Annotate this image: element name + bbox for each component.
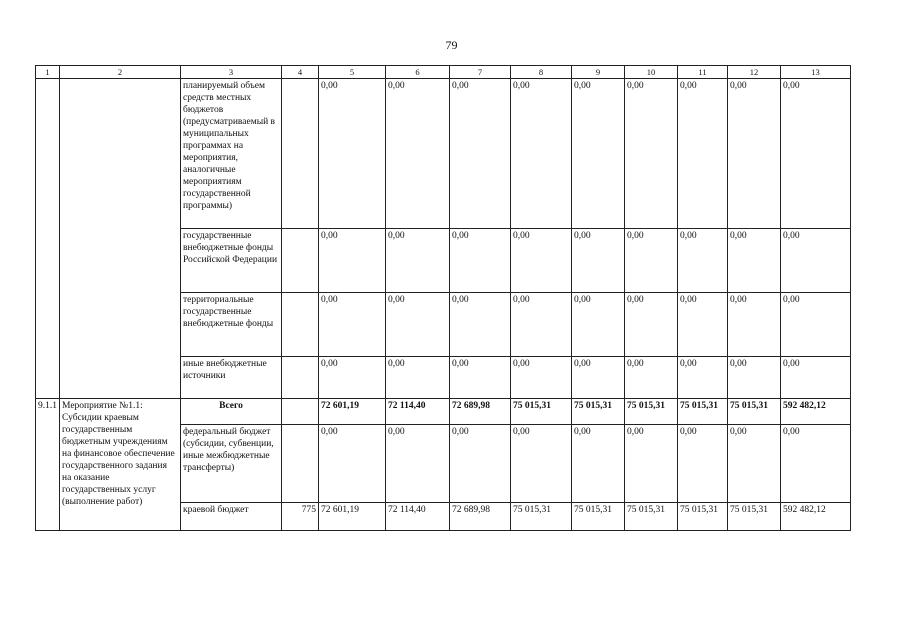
code-cell: [282, 399, 319, 425]
code-cell: [282, 229, 319, 293]
value-cell: 75 015,31: [678, 399, 728, 425]
value-cell: 0,00: [511, 293, 572, 357]
value-cell: 0,00: [386, 79, 450, 229]
value-cell: 0,00: [319, 293, 386, 357]
table-row-total: [36, 399, 851, 425]
value-cell: 0,00: [511, 425, 572, 503]
value-cell: 75 015,31: [511, 503, 572, 531]
budget-table-sheet: [35, 65, 851, 531]
value-cell: 0,00: [678, 293, 728, 357]
value-cell: 0,00: [319, 229, 386, 293]
column-number: 6: [386, 66, 450, 79]
value-cell: 0,00: [386, 229, 450, 293]
value-cell: 0,00: [450, 293, 511, 357]
value-cell: 0,00: [728, 229, 781, 293]
code-cell: [282, 425, 319, 503]
measure-number-cell: 9.1.1: [36, 399, 60, 531]
table-row: [36, 79, 851, 229]
value-cell: 0,00: [386, 357, 450, 399]
value-cell: 0,00: [572, 357, 625, 399]
value-cell: 0,00: [319, 79, 386, 229]
value-cell: 0,00: [386, 425, 450, 503]
value-cell: 75 015,31: [678, 503, 728, 531]
value-cell: 0,00: [572, 425, 625, 503]
value-cell: 0,00: [678, 229, 728, 293]
empty-name-cell: [60, 79, 181, 399]
column-number: 13: [781, 66, 851, 79]
value-cell: 0,00: [728, 79, 781, 229]
funding-source-cell: федеральный бюджет (субсидии, субвенции, иные межбюджетные трансферты): [181, 425, 282, 503]
value-cell: 72 689,98: [450, 399, 511, 425]
value-cell: 0,00: [781, 229, 851, 293]
value-cell: 75 015,31: [572, 503, 625, 531]
value-cell: 0,00: [572, 229, 625, 293]
value-cell: 72 114,40: [386, 503, 450, 531]
column-number: 7: [450, 66, 511, 79]
column-number: 11: [678, 66, 728, 79]
value-cell: 0,00: [728, 425, 781, 503]
value-cell: 0,00: [450, 229, 511, 293]
column-number: 10: [625, 66, 678, 79]
code-cell: 775: [282, 503, 319, 531]
column-number: 8: [511, 66, 572, 79]
value-cell: 0,00: [625, 229, 678, 293]
value-cell: 0,00: [625, 293, 678, 357]
value-cell: 0,00: [781, 79, 851, 229]
value-cell: 0,00: [625, 79, 678, 229]
code-cell: [282, 357, 319, 399]
value-cell: 0,00: [511, 229, 572, 293]
value-cell: 72 689,98: [450, 503, 511, 531]
measure-name-cell: Мероприятие №1.1: Субсидии краевым государственным бюджетным учреждениям на финансовое обеспечение государственного задания на оказание государственных услуг (выполнение работ): [60, 399, 181, 531]
page-number: 79: [445, 38, 458, 52]
value-cell: 72 114,40: [386, 399, 450, 425]
value-cell: 0,00: [625, 425, 678, 503]
value-cell: 0,00: [678, 425, 728, 503]
column-number: 3: [181, 66, 282, 79]
value-cell: 75 015,31: [728, 399, 781, 425]
value-cell: 0,00: [572, 79, 625, 229]
value-cell: 0,00: [781, 357, 851, 399]
value-cell: 0,00: [319, 425, 386, 503]
column-number: 1: [36, 66, 60, 79]
column-number: 4: [282, 66, 319, 79]
funding-source-cell: территориальные государственные внебюджетные фонды: [181, 293, 282, 357]
funding-source-cell: планируемый объем средств местных бюджетов (предусматриваемый в муниципальных программах на мероприятия, аналогичные мероприятиям государственной программы): [181, 79, 282, 229]
value-cell: 0,00: [572, 293, 625, 357]
column-number: 12: [728, 66, 781, 79]
value-cell: 0,00: [511, 79, 572, 229]
funding-source-cell: государственные внебюджетные фонды Российской Федерации: [181, 229, 282, 293]
value-cell: 0,00: [450, 357, 511, 399]
value-cell: 75 015,31: [625, 503, 678, 531]
column-number-row: [36, 66, 851, 79]
funding-source-cell: краевой бюджет: [181, 503, 282, 531]
budget-table: [35, 65, 851, 531]
value-cell: 72 601,19: [319, 399, 386, 425]
value-cell: 0,00: [678, 357, 728, 399]
value-cell: 72 601,19: [319, 503, 386, 531]
value-cell: 75 015,31: [625, 399, 678, 425]
code-cell: [282, 79, 319, 229]
value-cell: 0,00: [625, 357, 678, 399]
column-number: 9: [572, 66, 625, 79]
value-cell: 592 482,12: [781, 399, 851, 425]
empty-number-cell: [36, 79, 60, 399]
value-cell: 0,00: [386, 293, 450, 357]
value-cell: 0,00: [450, 425, 511, 503]
value-cell: 0,00: [511, 357, 572, 399]
funding-source-cell: Всего: [181, 399, 282, 425]
value-cell: 75 015,31: [572, 399, 625, 425]
value-cell: 0,00: [319, 357, 386, 399]
value-cell: 0,00: [728, 357, 781, 399]
code-cell: [282, 293, 319, 357]
column-number: 5: [319, 66, 386, 79]
value-cell: 0,00: [781, 293, 851, 357]
value-cell: 0,00: [781, 425, 851, 503]
value-cell: 592 482,12: [781, 503, 851, 531]
value-cell: 75 015,31: [728, 503, 781, 531]
funding-source-cell: иные внебюджетные источники: [181, 357, 282, 399]
value-cell: 0,00: [678, 79, 728, 229]
value-cell: 75 015,31: [511, 399, 572, 425]
column-number: 2: [60, 66, 181, 79]
value-cell: 0,00: [450, 79, 511, 229]
value-cell: 0,00: [728, 293, 781, 357]
